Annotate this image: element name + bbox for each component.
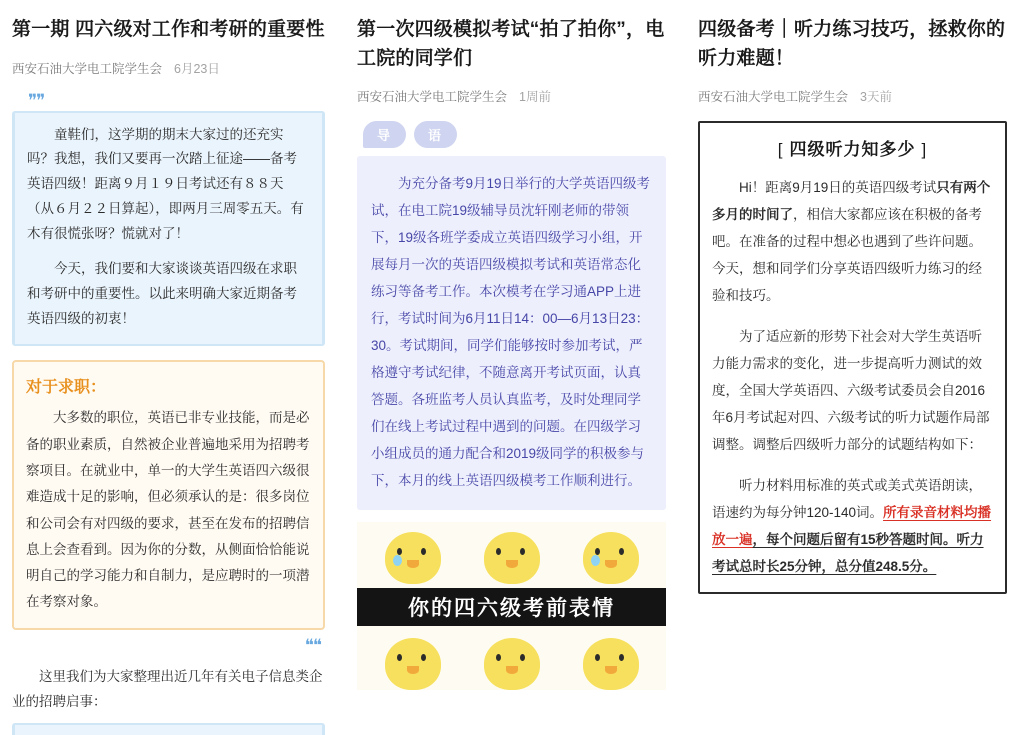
article-column-1 [0, 0, 341, 633]
duck-icon [583, 532, 639, 584]
box-title-text: 四级听力知多少 [790, 140, 916, 159]
text-segment-bold: 只有两个多月的时间了 [712, 180, 990, 222]
lead-paragraph-card [357, 156, 666, 510]
paragraph [712, 472, 993, 580]
listening-info-box [698, 121, 1007, 594]
article-timestamp: 3天前 [860, 87, 892, 105]
duck-meme-image [357, 522, 666, 690]
text-segment-highlight: 所有录音材料均播放一遍 [712, 505, 991, 547]
article-body-1 [12, 91, 325, 735]
job-callout-card [12, 360, 325, 630]
article-column-2 [341, 0, 682, 633]
paragraph: 为充分备考9月19日举行的大学英语四级考试，在电工院19级辅导员沈轩刚老师的带领下，19级各班学委成立英语四级学习小组，开展每月一次的英语四级模拟考试和英语常态化练习等备考工作。本次模考在学习通APP上进行，考试时间为6月11日14：00—6月13日23：30。考试期间，同学们能够按时参加考试，严格遵守考试纪律，不随意离开考试页面，认真答题。各班监考人员认真监考，及时处理同学们在线上考试过程中遇到的问题。在四级学习小组成员的通力配合和2019级同学的积极参与下，本月的线上英语四级模考工作顺利进行。 [371, 170, 652, 494]
text-segment: 为了适应新的形势下社会对大学生英语听力能力需求的变化，进一步提高听力测试的效度，全国大学英语四、六级考试委员会自2016年6月考试起对四、六级考试的听力试题作局部调整。调整后四级听力部分的试题结构如下： [712, 329, 990, 452]
duck-icon [385, 532, 441, 584]
duck-icon [484, 638, 540, 690]
text-segment-underline: ，每个问题后留有15秒答题时间。听力考试总时长25分钟，总分值248.5分。 [712, 532, 984, 574]
intro-callout-card [12, 111, 325, 347]
paragraph: 今天，我们要和大家谈谈英语四级在求职和考研中的重要性。以此来明确大家近期备考英语四级的初衷！ [27, 257, 310, 332]
tail-paragraph: 这里我们为大家整理出近几年有关电子信息类企业的招聘启事： [12, 664, 325, 715]
article-timestamp: 6月23日 [174, 59, 220, 77]
quote-close-icon: ❝❝ [12, 636, 321, 654]
article-author: 西安石油大学电工院学生会 [12, 59, 162, 77]
page-title: 第一次四级模拟考试“拍了拍你”，电工院的同学们 [357, 16, 666, 73]
page-title: 第一期 四六级对工作和考研的重要性 [12, 16, 325, 45]
duck-row-bottom [357, 630, 666, 690]
callout-paragraph: 大多数的职位，英语已非专业技能，而是必备的职业素质，自然被企业普遍地采用为招聘考察项目。在就业中，单一的大学生英语四六级很难造成十足的影响，但必须承认的是：很多岗位和公司会有对四级的要求，甚至在发布的招聘信息上会查看到。因为你的分数，从侧面恰恰能说明自己的学习能力和自制力，是应聘时的一项潜在考察对象。 [26, 405, 311, 616]
section-tag: 语 [414, 121, 457, 148]
paragraph: 童鞋们，这学期的期末大家过的还充实吗？我想，我们又要再一次踏上征途——备考英语四级！距离９月１９日考试还有８８天（从６月２２日算起），即两月三周零五天。有木有很慌张呀？慌就对了！ [27, 123, 310, 248]
article-timestamp: 1周前 [519, 87, 551, 105]
duck-icon [484, 532, 540, 584]
text-segment: Hi！距离9月19日的英语四级考试 [739, 180, 936, 195]
article-meta [12, 59, 325, 77]
bracket-left: [ [772, 140, 790, 159]
duck-icon [385, 638, 441, 690]
paragraph [712, 323, 993, 458]
quote-open-icon: ❞❞ [28, 91, 325, 109]
article-author: 西安石油大学电工院学生会 [698, 87, 848, 105]
duck-row-top [357, 522, 666, 584]
callout-heading: 对于求职： [26, 374, 311, 397]
article-meta [698, 87, 1007, 105]
text-segment: 听力材料用标准的英式或美式英语朗读，语速约为每分钟120-140词。 [712, 478, 982, 520]
article-author: 西安石油大学电工院学生会 [357, 87, 507, 105]
text-segment: ，相信大家都应该在积极的备考吧。在准备的过程中想必也遇到了些许问题。今天，想和同学们分享英语四级听力练习的经验和技巧。 [712, 207, 982, 303]
duck-icon [583, 638, 639, 690]
article-meta [357, 87, 666, 105]
article-column-3 [682, 0, 1023, 633]
image-caption: 你的四六级考前表情 [357, 588, 666, 626]
paragraph [712, 174, 993, 309]
section-tag: 导 [363, 121, 406, 148]
page-title: 四级备考｜听力练习技巧，拯救你的听力难题！ [698, 16, 1007, 73]
next-card-top-edge [12, 723, 325, 735]
box-title [712, 135, 993, 160]
section-tag-row [363, 121, 666, 148]
bracket-right: ] [916, 140, 934, 159]
